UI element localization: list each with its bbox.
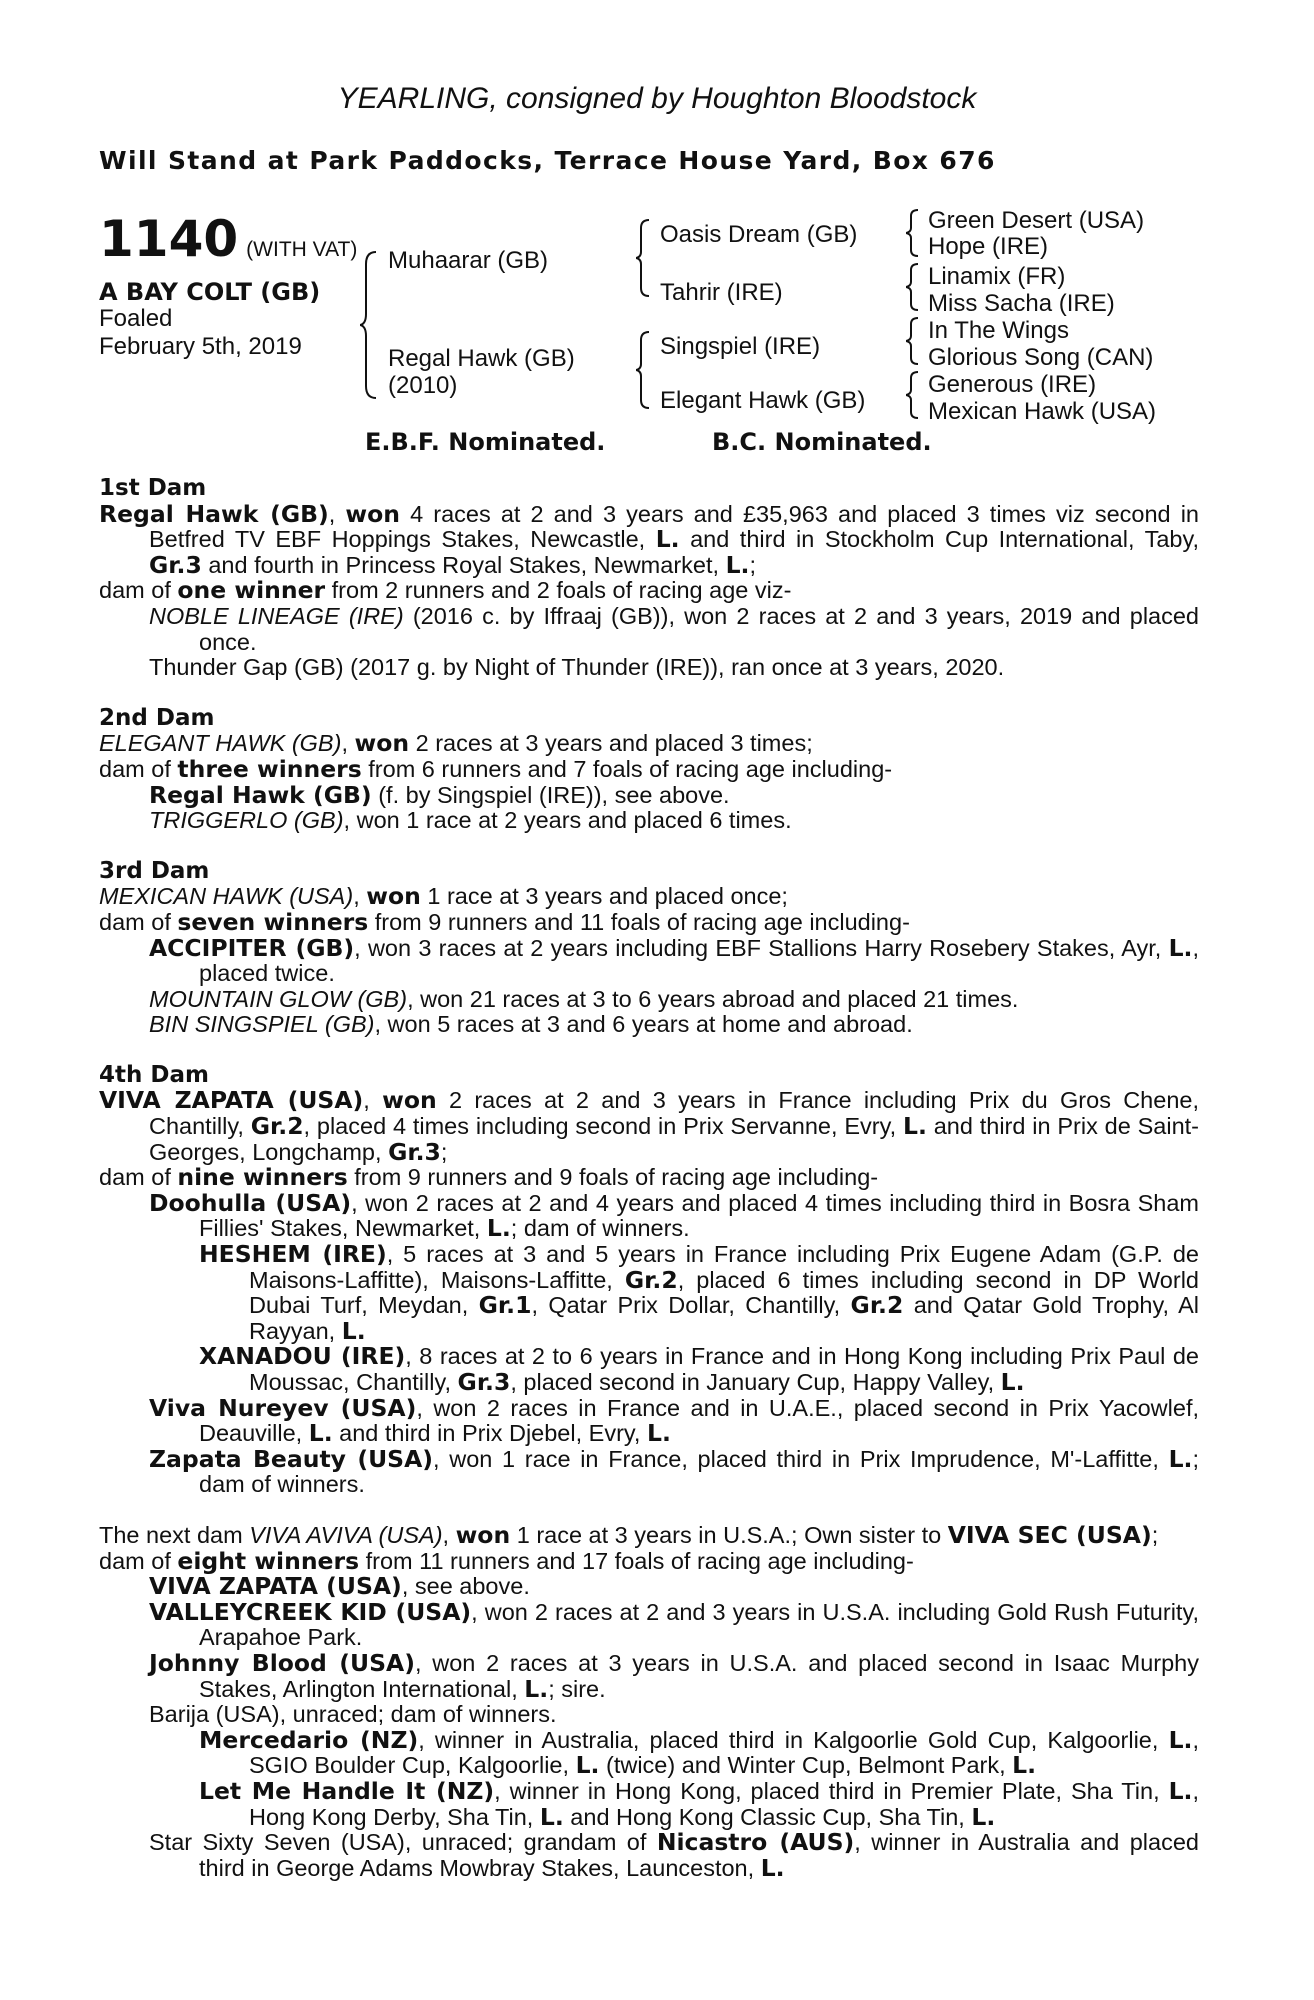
pedigree-brace-dam xyxy=(636,330,652,410)
first-dam-progeny-2: Thunder Gap (GB) (2017 g. by Night of Thunder (IRE)), ran once at 3 years, 2020. xyxy=(149,654,1005,681)
fourth-dam-title: 4th Dam xyxy=(99,1061,209,1088)
first-dam-record: Regal Hawk (GB), won 4 races at 2 and 3 years and £35,963 and placed 3 times viz second in Betfred TV EBF Hoppings Stakes, Newcastle, L. and third in Stockholm Cup International, Taby, Gr.3 and fourth in Princess Royal Stakes, Newmarket, L.; xyxy=(99,499,1200,579)
stand-location: Will Stand at Park Paddocks, Terrace House Yard, Box 676 xyxy=(99,146,996,175)
foaled-date: February 5th, 2019 xyxy=(99,333,302,360)
pedigree-dsd: Glorious Song (CAN) xyxy=(928,344,1154,371)
next-dam-progeny-1: VIVA ZAPATA (USA), see above. xyxy=(149,1572,530,1601)
second-dam-title: 2nd Dam xyxy=(99,704,215,731)
pedigree-brace-sire xyxy=(636,218,652,298)
third-dam-produce: dam of seven winners from 9 runners and 11 foals of racing age including- xyxy=(99,907,910,936)
lot-description: A BAY COLT (GB) xyxy=(99,278,321,306)
pedigree-sire: Muhaarar (GB) xyxy=(388,247,549,274)
pedigree-brace-main xyxy=(360,250,380,400)
next-dam-progeny-3: Johnny Blood (USA), won 2 races at 3 years in U.S.A. and placed second in Isaac Murphy Stakes, Arlington International, L.; sire. xyxy=(149,1648,1199,1703)
pedigree-sss: Green Desert (USA) xyxy=(928,207,1145,234)
next-dam-grandprogeny-1: Mercedario (NZ), winner in Australia, placed third in Kalgoorlie Gold Cup, Kalgoorlie, L., SGIO Boulder Cup, Kalgoorlie, L. (twice) and Winter Cup, Belmont Park, L. xyxy=(199,1725,1199,1780)
bc-nominated: B.C. Nominated. xyxy=(712,428,932,456)
fourth-dam-grandprogeny-1: HESHEM (IRE), 5 races at 3 and 5 years in France including Prix Eugene Adam (G.P. de Maisons-Laffitte), Maisons-Laffitte, Gr.2, placed 6 times including second in DP World Dubai Turf, Meydan, Gr.1, Qatar Prix Dollar, Chantilly, Gr.2 and Qatar Gold Trophy, Al Rayyan, L. xyxy=(199,1240,1199,1345)
third-dam-progeny-3: BIN SINGSPIEL (GB), won 5 races at 3 and 6 years at home and abroad. xyxy=(149,1011,913,1038)
pedigree-dam-dam: Elegant Hawk (GB) xyxy=(660,387,866,414)
pedigree-dam: Regal Hawk (GB) xyxy=(388,345,575,372)
fourth-dam-produce: dam of nine winners from 9 runners and 9 foals of racing age including- xyxy=(99,1163,879,1192)
second-dam-progeny-2: TRIGGERLO (GB), won 1 race at 2 years and placed 6 times. xyxy=(149,807,792,834)
next-dam-progeny-4: Barija (USA), unraced; dam of winners. xyxy=(149,1701,557,1728)
next-dam-progeny-2: VALLEYCREEK KID (USA), won 2 races at 2 and 3 years in U.S.A. including Gold Rush Futurity, Arapahoe Park. xyxy=(149,1597,1199,1651)
ebf-nominated: E.B.F. Nominated. xyxy=(365,428,606,456)
third-dam-record: MEXICAN HAWK (USA), won 1 race at 3 years and placed once; xyxy=(99,882,788,911)
lot-number: 1140 xyxy=(99,210,239,268)
fourth-dam-progeny-1: Doohulla (USA), won 2 races at 2 and 4 years and placed 4 times including third in Bosra Sham Fillies' Stakes, Newmarket, L.; dam of winners. xyxy=(149,1188,1199,1243)
fourth-dam-grandprogeny-2: XANADOU (IRE), 8 races at 2 to 6 years in France and in Hong Kong including Prix Paul de Moussac, Chantilly, Gr.3, placed second in January Cup, Happy Valley, L. xyxy=(199,1342,1200,1396)
pedigree-sire-dam: Tahrir (IRE) xyxy=(660,279,783,306)
first-dam-title: 1st Dam xyxy=(99,475,207,501)
pedigree-dam-year: (2010) xyxy=(388,372,458,399)
pedigree-brace-ds xyxy=(906,316,920,366)
catalogue-body xyxy=(99,476,1199,1881)
second-dam-record: ELEGANT HAWK (GB), won 2 races at 3 years and placed 3 times; xyxy=(99,729,813,758)
pedigree-ddd: Mexican Hawk (USA) xyxy=(928,398,1157,425)
next-dam-progeny-5: Star Sixty Seven (USA), unraced; grandam of Nicastro (AUS), winner in Australia and placed third in George Adams Mowbray Stakes, Launceston, L. xyxy=(149,1828,1199,1882)
next-dam-produce: dam of eight winners from 11 runners and 17 foals of racing age including- xyxy=(99,1546,914,1575)
pedigree-dam-sire: Singspiel (IRE) xyxy=(660,333,821,360)
third-dam-progeny-1: ACCIPITER (GB), won 3 races at 2 years including EBF Stallions Harry Rosebery Stakes, Ayr, L., placed twice. xyxy=(149,933,1199,987)
pedigree-ssd: Hope (IRE) xyxy=(928,233,1049,260)
third-dam-title: 3rd Dam xyxy=(99,857,210,884)
lot-heading xyxy=(99,210,357,268)
pedigree-sds: Linamix (FR) xyxy=(928,263,1066,290)
first-dam-produce: dam of one winner from 2 runners and 2 foals of racing age viz- xyxy=(99,576,792,605)
fourth-dam-progeny-3: Zapata Beauty (USA), won 1 race in France, placed third in Prix Imprudence, M'-Laffitte, L.; dam of winners. xyxy=(149,1444,1200,1498)
pedigree-sire-sire: Oasis Dream (GB) xyxy=(660,221,858,248)
catalogue-header: YEARLING, consigned by Houghton Bloodstock xyxy=(337,82,977,115)
pedigree-brace-sd xyxy=(906,262,920,312)
pedigree-sdd: Miss Sacha (IRE) xyxy=(928,290,1115,317)
foaled-label: Foaled xyxy=(99,305,173,332)
pedigree-brace-dd xyxy=(906,370,920,420)
fourth-dam-record: VIVA ZAPATA (USA), won 2 races at 2 and 3 years in France including Prix du Gros Chene, Chantilly, Gr.2, placed 4 times including second in Prix Servanne, Evry, L. and third in Prix de Saint-Georges, Longchamp, Gr.3; xyxy=(99,1086,1200,1166)
second-dam-produce: dam of three winners from 6 runners and 7 foals of racing age including- xyxy=(99,754,893,783)
second-dam-progeny-1: Regal Hawk (GB) (f. by Singspiel (IRE)), see above. xyxy=(149,780,730,809)
vat-note: (WITH VAT) xyxy=(246,238,358,261)
third-dam-progeny-2: MOUNTAIN GLOW (GB), won 21 races at 3 to 6 years abroad and placed 21 times. xyxy=(149,985,1019,1012)
pedigree-dds: Generous (IRE) xyxy=(928,371,1097,398)
first-dam-progeny-1: NOBLE LINEAGE (IRE) (2016 c. by Iffraaj (GB)), won 2 races at 2 and 3 years, 2019 and placed once. xyxy=(149,602,1199,655)
pedigree-dss: In The Wings xyxy=(928,317,1069,344)
next-dam-record: The next dam VIVA AVIVA (USA), won 1 race at 3 years in U.S.A.; Own sister to VIVA SEC (USA); xyxy=(99,1520,1159,1549)
pedigree-brace-ss xyxy=(906,208,920,258)
next-dam-grandprogeny-2: Let Me Handle It (NZ), winner in Hong Kong, placed third in Premier Plate, Sha Tin, L., Hong Kong Derby, Sha Tin, L. and Hong Kong Classic Cup, Sha Tin, L. xyxy=(199,1776,1199,1831)
fourth-dam-progeny-2: Viva Nureyev (USA), won 2 races in France and in U.A.E., placed second in Prix Yacowlef, Deauville, L. and third in Prix Djebel, Evry, L. xyxy=(149,1393,1200,1448)
